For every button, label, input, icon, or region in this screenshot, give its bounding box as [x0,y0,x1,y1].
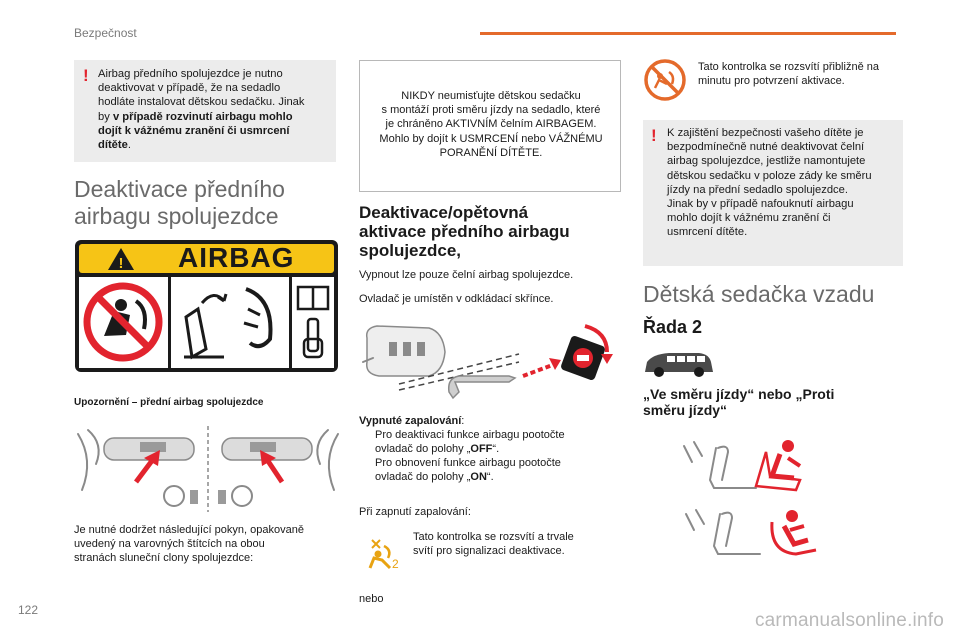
warning-text-right: K zajištění bezpečnosti vašeho dítěte je bezpodmínečně nutné deaktivovat čelní airbag spolujezdce, jestliže namontujete dětskou sedačku v poloze zády ke směru jízdy na přední sedadlo spolujezdce. Jinak by v případě nafouknutí airbagu mohlo dojít k vážnému zranění či usmrcení dítěte. [667,127,872,239]
header-accent-bar [480,32,896,35]
warning-box-never [359,60,621,192]
warning-text-left: Airbag předního spolujezdce je nutno deaktivovat v případě, že na sedadlo hodláte instalovat dětskou sedačku. Jinak by v případě rozvinutí airbagu mohlo dojít k vážnému zranění či usmrcení dítěte. [98,68,305,152]
lamp-deactivation-text: Tato kontrolka se rozsvítí a trvale svítí pro signalizaci deaktivace. [413,531,574,557]
paragraph-instruction: Je nutné dodržet následující pokyn, opakovaně uvedený na varovných štítcích na obou stranách sluneční clony spolujezdce: [74,524,304,564]
airbag-warning-label [74,239,339,373]
sun-visor-illustration [74,420,342,512]
illustration-caption: Upozornění – přední airbag spolujezdce [74,397,264,408]
page-number: 122 [18,603,39,617]
paragraph-front-airbag: Vypnout lze pouze čelní airbag spolujezdce. [359,269,574,281]
heading-direction: „Ve směru jízdy“ nebo „Proti směru jízdy“ [643,386,835,418]
warning-exclamation-icon: ! [651,126,657,145]
word-nebo: nebo [359,593,384,605]
warning-box-right [643,120,903,266]
bullet-marker [359,456,375,484]
heading-row-2: Řada 2 [643,317,703,337]
airbag-off-lamp-icon [364,534,402,570]
paragraph-ignition-on: Při zapnutí zapalování: [359,506,471,518]
section-title: Bezpečnost [74,26,137,40]
svg-text:!: ! [118,255,124,272]
warning-exclamation-icon: ! [83,66,89,85]
heading-rear-child-seat: Dětská sedačka vzadu [643,281,875,307]
warning-text-never: NIKDY neumisťujte dětskou sedačku s montáží proti směru jízdy na sedadlo, které je chráněno AKTIVNÍM čelním AIRBAGEM. Mohlo by dojít k USMRCENÍ nebo VÁŽNÉMU PORANĚNÍ DÍTĚTE. [379,90,603,159]
car-silhouette-icon [643,350,715,378]
heading-deactivation: Deaktivace předního airbagu spolujezdce [74,176,285,229]
svg-text:2: 2 [392,557,399,570]
heading-reactivation: Deaktivace/opětovná aktivace předního airbagu spolujezdce, [359,203,570,260]
key-switch-illustration [359,318,621,410]
bullet-reactivate: Pro obnovení funkce airbagu pootočte ovladač do polohy „ON“. [359,456,621,484]
airbag-on-lamp-icon [643,58,687,102]
ignition-off-section: Vypnuté zapalování: Pro deaktivaci funkce airbagu pootočte ovladač do polohy „OFF“. Pro obnovení funkce airbagu pootočte ovladač do polohy „ON“. [359,414,621,484]
airbag-label-text: AIRBAG [178,242,295,273]
watermark: carmanualsonline.info [754,610,944,631]
seat-orientation-illustration [676,432,852,560]
bullet-deactivate: Pro deaktivaci funkce airbagu pootočte ovladač do polohy „OFF“. [359,428,621,456]
bullet-marker [359,428,375,456]
paragraph-switch-location: Ovladač je umístěn v odkládací skřínce. [359,293,554,305]
warning-box-left [74,60,336,162]
lamp-activation-text: Tato kontrolka se rozsvítí přibližně na minutu pro potvrzení aktivace. [698,61,879,87]
